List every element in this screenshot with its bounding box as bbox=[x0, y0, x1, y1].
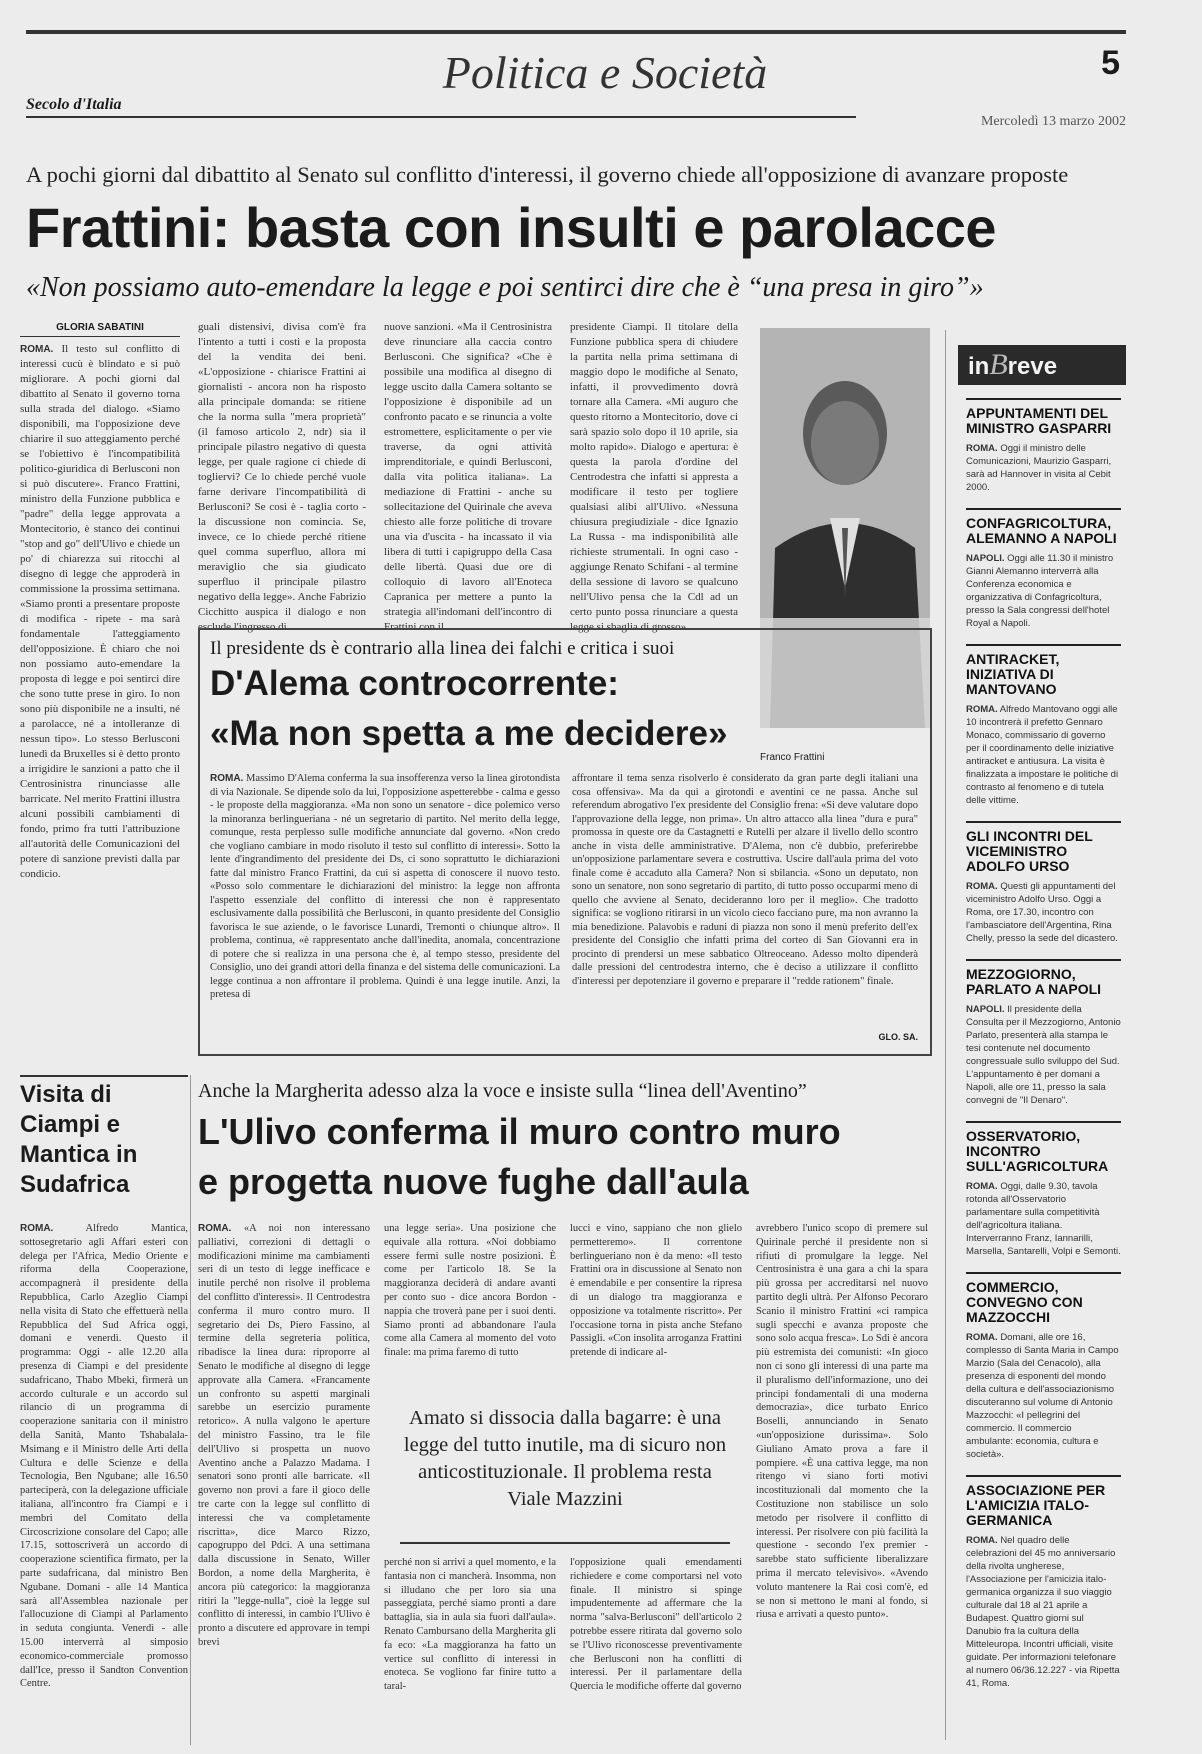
page-number: 5 bbox=[1101, 44, 1120, 82]
brief-text: Oggi, dalle 9.30, tavola rotonda all'Osservatorio parlamentare sulla competitività dell'agricoltura italiana. Interverranno Franz, Iannarilli, Marsella, Santarelli, Volpi e Semonti. bbox=[966, 1181, 1121, 1257]
inbreve-in: in bbox=[968, 353, 990, 380]
main-kicker: A pochi giorni dal dibattito al Senato sul conflitto d'interessi, il governo chiede all'opposizione di avanzare proposte bbox=[26, 162, 1069, 187]
pullquote-rule bbox=[400, 1542, 730, 1544]
brief-text: Oggi alle 11.30 il ministro Gianni Alemanno interverrà alla Conferenza economica e organizzativa di Confagricoltura, presso la Sala congressi dell'hotel Royal a Napoli. bbox=[966, 553, 1114, 629]
ulivo-headline-1: L'Ulivo conferma il muro contro muro bbox=[198, 1111, 841, 1152]
brief-text: Alfredo Mantovano oggi alle 10 incontrerà il prefetto Gennaro Monaco, commissario di governo per il coordinamento delle iniziative antiracket e antiusura. La visita è finalizzata a impostare le politiche di contrasto al fenomeno e di tutela delle vittime. bbox=[966, 704, 1119, 806]
main-column-2-text: guali distensivi, divisa com'è fra l'intento a tutti i costi e la proposta del la vendita dei beni. «L'opposizione - chiarisce Frattini ai giornalisti - ancora non ha risposto alla principale domanda: se ritiene che la norma sulla "mera proprietà" (il famoso articolo 2, ndr) sia il principale pilastro negativo di questa legge, per quale ragione ci chiede di togliervi? Ce lo chiede perché vuole farne derivare l'incompatibilità di Berlusconi? Se così è - taglia corto - la discussione non comincia. Se, invece, ce lo chiede perché ritiene quel comma superfluo, allora mi meraviglio che sia giudicato superfluo il principale pilastro negativo della legge». Anche Fabrizio Cicchitto auspica il dialogo e non esclude l'ingresso di bbox=[198, 321, 366, 633]
inbreve-header bbox=[958, 345, 1126, 385]
main-column-3-text: nuove sanzioni. «Ma il Centrosinistra deve rinunciare alla caccia contro Berlusconi. Che significa? «Che è possibile una modifica al disegno di legge uscito dalla Camera soltanto se l'opposizione è disponibile ad un confronto pacato e se rinuncia a volte estromettere, esplicitamente o per vie traverse, da ogni attività imprenditoriale, e quindi Berlusconi, dalla vita politica italiana». La mediazione di Frattini - anche su sollecitazione del Quirinale che aveva chiesto alle forze politiche di trovare una via d'uscita - ha incassato il via libera di tutti i capigruppo della Casa delle libertà. Quasi due ore di colloquio di lavoro all'Enoteca Capranica per mettere a punto la strategia all'indomani dell'incontro di Frattini con il bbox=[384, 321, 552, 633]
brief-text: Nel quadro delle celebrazioni del 45 mo anniversario della rivolta ungherese, l'Associazione per l'amicizia italo-germanica organizza il suo viaggio culturale dal 18 al 21 aprile a Budapest. Quattro giorni sul Danubio fra la cultura della Mitteleuropa. Incontri ufficiali, visite guidate. Per informazioni telefonare al numero 06/36.12.227 - via Ripetta 41, Roma. bbox=[966, 1535, 1120, 1689]
left-column-divider bbox=[190, 1075, 191, 1745]
dalema-signature: GLO. SA. bbox=[878, 1032, 918, 1042]
dalema-headline-1: D'Alema controcorrente: bbox=[210, 664, 619, 703]
dateline: ROMA. bbox=[198, 1223, 232, 1234]
ciampi-headline: Visita di Ciampi e Mantica in Sudafrica bbox=[20, 1081, 138, 1198]
ulivo-column-2b-text: perché non si arrivi a quel momento, e la fantasia non ci mancherà. Insomma, non si illudano che per loro sia una passeggiata, perché siamo pronti a dare battaglia, sia in aula sia fuori dall'aula». Renato Cambursano della Margherita gli fa eco: «La maggioranza ha fatto un vertice sul conflitto di interessi in enoteca. Se vogliono far finire tutto a taral- bbox=[384, 1557, 556, 1693]
brief-item bbox=[966, 1121, 1121, 1258]
brief-title: APPUNTAMENTI DEL MINISTRO GASPARRI bbox=[966, 405, 1112, 436]
ciampi-text: Alfredo Mantica, sottosegretario agli Affari esteri con delega per l'Africa, Medio Oriente e riforma della Cooperazione, accompagnerà il presidente della Repubblica, Carlo Azeglio Ciampi nella visita di Stato che effettuerà nella Repubblica del Sud Africa oggi, domani e venerdì. Questo il programma: Oggi - alle 12.20 alla presenza di Ciampi e del presidente sudafricano, Thabo Mbeki, firmerà un accordo culturale e un accordo sul rilancio di un programma di cooperazione sanitaria con il ministro della Sanità, Manto Tshabalala-Msimang e il Ministro delle Arti della Cultura e delle Scienze e della Tecnologia, Ben Ngubane; alle 16.50 parteciperà, con la delegazione ufficiale italiana, all'incontro fra Ciampi e i membri del Comitato della Circoscrizione consolare del Capo; alle 17.15, sottoscriverà un accordo di cooperazione scientifica firmato, per la parte sudafricana, dal ministro Ben Ngubane. Domani - alle 14 Mantica sarà all'Assemblea nazionale per l'allocuzione di Ciampi al Parlamento in seduta congiunta. Venerdì - alle 15.00 interverrà al simposio economico-commerciale promosso dall'Ice, presso il Sandton Convention Centre. bbox=[20, 1223, 189, 1690]
ulivo-column-2-text: una legge seria». Una posizione che equivale alla rottura. «Noi dobbiamo essere fermi sulle nostre posizioni. È come per l'articolo 18. Se la maggioranza deciderà di andare avanti per conto suo - dice ancora Bordon - nappia che troverà pane per i suoi denti. Siamo pronti ad abbandonare l'aula come alla Camera al momento del voto finale: ma prima faremo di tutto bbox=[384, 1223, 556, 1359]
ulivo-column-4 bbox=[756, 1222, 928, 1742]
dateline: ROMA. bbox=[20, 344, 54, 355]
main-subhead: «Non possiamo auto-emendare la legge e poi sentirci dire che è “una presa in giro”» bbox=[26, 272, 984, 303]
ulivo-column-2b bbox=[384, 1556, 556, 1742]
ulivo-kicker: Anche la Margherita adesso alza la voce e insiste sulla “linea dell'Aventino” bbox=[198, 1080, 807, 1102]
dalema-headline-2: «Ma non spetta a me decidere» bbox=[210, 714, 728, 753]
byline: GLORIA SABATINI bbox=[56, 322, 144, 333]
brief-place: ROMA. bbox=[966, 1535, 998, 1546]
main-column-1-text: Il testo sul conflitto di interessi cucù è blindato e si può migliorare. A pochi giorni dal dibattito al Senato il governo torna sulla strada del dialogo. «Siamo disponibili, ma l'opposizione deve chiarire il suo atteggiamento perché se l'obiettivo è l'incompatibilità politico-giuridica di Berlusconi non si può discutere». Franco Frattini, ministro della Funzione pubblica e "padre" della legge approvata a Montecitorio, è stanco dei continui "stop and go" dell'Ulivo e chiede un po' di chiarezza sui ritocchi al disegno di legge che approderà in commissione la prossima settimana. «Siamo pronti a presentare proposte di modifica - ripete - ma sarà fondamentale l'atteggiamento dell'opposizione. È chiaro che noi non possiamo auto-emendare la proposta di legge e poi sentirci dire che sono tutte prese in giro. Io non sono più disponibile ne a insulti, né a parolacce, né a intolleranze di nessun tipo». Lo stesso Berlusconi lunedì da Bruxelles si è detto pronto a irrigidire le sanzioni a patto che il Centrosinistra rinunciasse alle barricate. Nel merito Frattini illustra alcuni possibili cambiamenti di fondo, primo fra tutti l'attribuzione all'autorità delle Comunicazioni del potere di sanzione previsti dalla par condicio. bbox=[20, 343, 180, 880]
brief-place: ROMA. bbox=[966, 1332, 998, 1343]
ulivo-column-3-text: lucci e vino, sappiano che non glielo permetteremo». Il correntone berlingueriano non è da meno: «Il testo Frattini ora in discussione al Senato non è emendabile e per consentire la ripresa di un dialogo tra maggioranza e opposizione va totalmente riscritto». Per l'occasione torna in pista anche Stefano Passigli. «Con insolita arroganza Frattini pretende di indicare al- bbox=[570, 1223, 742, 1359]
inbreve-b: B bbox=[989, 348, 1008, 381]
dateline: ROMA. bbox=[210, 773, 244, 784]
main-column-4-text: presidente Ciampi. Il titolare della Funzione pubblica spera di chiudere la partita nella prima settimana di maggio dopo le modifiche al Senato, infatti, il provvedimento dovrà tornare alla Camera. «Mi auguro che questo ritorno a Montecitorio, dove ci sarà spazio solo dopo il 10 aprile, sia molto rapido». Dialogo e apertura: è questa la parola d'ordine del Centrodestra che infatti si appresta a modificare il testo per togliere qualsiasi alibi all'Ulivo. «Nessuna chiusura pregiudiziale - dice Ignazio La Russa - ma indisponibilità alle richieste strumentali. In ogni caso - aggiunge Renato Schifani - al termine della sessione di lavoro se qualcuno nell'Ulivo pensa che la Cdl ad un certo punto possa rinunciare a questa legge si sbaglia di grosso». bbox=[570, 321, 738, 633]
brief-item bbox=[966, 644, 1121, 807]
sidebar-divider bbox=[945, 330, 946, 1740]
main-column-2 bbox=[198, 320, 366, 633]
ulivo-column-4-text: avrebbero l'unico scopo di premere sul Quirinale perché il presidente non si rifiuti di promulgare la legge. Nel Centrosinistra è una gara a chi la spara più grossa per accreditarsi nel nuovo partito degli ultrà. Per Alfonso Pecoraro Scanio il ministro Frattini «ci rampica sugli specchi e avanza proposte che sono solo acqua fresca». Lo Sdi è ancora più estremista dei comunisti: «In gioco non ci sono gli interessi di una parte ma il pluralismo dell'informazione, uno dei principi fondamentali di una moderna democrazia», dice turbato Enrico Boselli, annunciando in Senato «un'opposizione durissima». Solo Giuliano Amato prova a fare il pompiere. «È una cattiva legge, ma non ritengo vi siano forti motivi incostituzionali dal momento che la Costituzione non stabilisce un solo metodo per risolvere il conflitto di interessi. Per risolvere con più facilità la questione - secondo l'ex premier - sarebbe stato sufficiente liberalizzare prima il mercato televisivo». «Avendo voluto mantenere la Rai così com'è, ed se non si mettono le mani al fondo, si riusa e arrivati a questo punto». bbox=[756, 1223, 928, 1621]
pullquote: Amato si dissocia dalla bagarre: è una legge del tutto inutile, ma di sicuro non anticostituzionale. Il problema resta Viale Mazzini bbox=[403, 1407, 727, 1510]
brief-item bbox=[966, 508, 1121, 630]
brief-title: OSSERVATORIO, INCONTRO SULL'AGRICOLTURA bbox=[966, 1128, 1109, 1174]
inbreve-list bbox=[966, 398, 1121, 1748]
brief-place: ROMA. bbox=[966, 1181, 998, 1192]
ciampi-column bbox=[20, 1222, 188, 1742]
dalema-column-1 bbox=[210, 772, 560, 1044]
dalema-kicker: Il presidente ds è contrario alla linea dei falchi e critica i suoi bbox=[210, 638, 675, 659]
dalema-column-1-text: Massimo D'Alema conferma la sua insofferenza verso la linea girotondista di via Nazionale. Se dipende solo da lui, l'opposizione aspetterebbe - calma e gesso - le proposte della maggioranza. «Ma non sono un senatore - dice polemico verso la minoranza berlingueriana - né un segretario di partito. Nel merito della legge, comunque, resta perplesso sulle modifiche annunciate dal governo. «Non credo che vogliano cambiare in modo risoluto il testo sul conflitto di interessi». Sotto la lente d'ingrandimento del presidente dei Ds, ci sono soprattutto le dichiarazioni fatte dal ministro Franco Frattini, da cui si aspetta di conoscere il nuovo testo. «Posso solo commentare le dichiarazioni del ministro: la legge non affronta l'aspetto essenziale del conflitto di interessi che non è rappresentato esclusivamente dalla possibilità che Berlusconi, in quanto presidente del Consiglio favorisca le sue aziende, o le favorisce Lunardi, Tremonti o chiunque altro». Il problema, continua, «è rappresentato anche dall'inedita, anomala, concentrazione di potere che si realizza in una persona che è, al tempo stesso, presidente del Consiglio, uno dei grandi attori della finanza e del sistema delle comunicazioni. La legge continua a non affrontare il problema. Quindi è una legge inutile. Anzi, la pretesa di bbox=[210, 773, 561, 1000]
brief-item bbox=[966, 1272, 1121, 1461]
brief-item bbox=[966, 959, 1121, 1107]
brief-item bbox=[966, 1475, 1121, 1690]
brief-place: ROMA. bbox=[966, 881, 998, 892]
brief-title: GLI INCONTRI DEL VICEMINISTRO ADOLFO URSO bbox=[966, 828, 1093, 874]
photo-caption: Franco Frattini bbox=[760, 752, 825, 763]
ulivo-column-3b bbox=[570, 1556, 742, 1742]
ulivo-column-3 bbox=[570, 1222, 742, 1382]
brief-place: NAPOLI. bbox=[966, 553, 1005, 564]
brief-text: Domani, alle ore 16, complesso di Santa Maria in Campo Marzio (Sala del Cenacolo), alla presenza di esponenti del mondo della cultura e dell'associazionismo discuteranno sul volume di Antonio Mazzocchi: «I pellegrini del commercio. Il commercio ambulante: economia, cultura e società». bbox=[966, 1332, 1119, 1460]
brief-item bbox=[966, 398, 1121, 494]
brief-item bbox=[966, 821, 1121, 945]
main-headline: Frattini: basta con insulti e parolacce bbox=[26, 196, 997, 259]
inbreve-rest: reve bbox=[1007, 353, 1058, 380]
main-column-4 bbox=[570, 320, 738, 633]
section-title: Politica e Società bbox=[442, 47, 768, 98]
dateline: ROMA. bbox=[20, 1223, 54, 1234]
ulivo-column-2 bbox=[384, 1222, 556, 1382]
brief-title: COMMERCIO, CONVEGNO CON MAZZOCCHI bbox=[966, 1279, 1083, 1325]
brief-title: CONFAGRICOLTURA, ALEMANNO A NAPOLI bbox=[966, 515, 1117, 546]
main-column-3 bbox=[384, 320, 552, 633]
issue-date: Mercoledì 13 marzo 2002 bbox=[980, 114, 1126, 129]
brief-place: ROMA. bbox=[966, 443, 998, 454]
brief-place: NAPOLI. bbox=[966, 1004, 1005, 1015]
masthead-bottom-rule bbox=[26, 116, 856, 118]
ulivo-column-1 bbox=[198, 1222, 370, 1742]
masthead-top-rule bbox=[26, 30, 1126, 34]
brief-place: ROMA. bbox=[966, 704, 998, 715]
brief-title: ASSOCIAZIONE PER L'AMICIZIA ITALO-GERMANICA bbox=[966, 1482, 1106, 1528]
ulivo-headline-2: e progetta nuove fughe dall'aula bbox=[198, 1161, 749, 1202]
dalema-column-2 bbox=[572, 772, 918, 1028]
main-column-1 bbox=[20, 342, 180, 1087]
ulivo-column-3b-text: l'opposizione quali emendamenti richiedere e come comportarsi nel voto finale. Il ministro si spinge impudentemente ad affermare che la norma "salva-Berlusconi" dell'articolo 2 potrebbe essere ritirata dal governo solo se l'Ulivo riconoscesse preventivamente che Berlusconi non ha conflitti di interessi. Per il parlamentare della Quercia le modifiche offerte dal governo bbox=[570, 1557, 742, 1693]
brief-title: ANTIRACKET, INIZIATIVA DI MANTOVANO bbox=[966, 651, 1060, 697]
brief-text: Il presidente della Consulta per il Mezzogiorno, Antonio Parlato, presenterà alla stampa le tesi contenute nel documento congressuale sullo sviluppo del Sud. L'appuntamento è per domani a Napoli, alle ore 11, presso la sala convegni de "Il Denaro". bbox=[966, 1004, 1121, 1106]
paper-name: Secolo d'Italia bbox=[26, 96, 122, 113]
ulivo-column-1-text: «A noi non interessano palliativi, correzioni di dettagli o modificazioni minime ma cambiamenti seri di un testo di legge inefficace e inutile perché non risolve il problema del conflitto d'interessi». Il Centrodestra conferma il muro contro muro. Il segretario dei Ds, Piero Fassino, al termine della segreteria politica, ribadisce la linea dura: riproporre al Senato le modifiche al disegno di legge approvate alla Camera. «Francamente un confronto su aspetti marginali sarebbe un esercizio puramente retorico». A nulla valgono le aperture del ministro Fassino, tra le file dell'Ulivo si prospetta un nuovo Aventino anche a Palazzo Madama. I senatori sono pronti alle barricate. «Il governo non provi a fare il gioco delle tre carte con la legge sul conflitto di interessi che va completamente riscritta», dice Marco Rizzo, capogruppo del Pdci. A una settimana dalla discussione in Senato, Willer Bordon, a nome della Margherita, è ancora più categorico: la maggioranza ritiri la "legge-nulla", cioè la legge sul conflitto di interessi, in cambio l'Ulivo è pronto a discutere ed approvare in tempi brevi bbox=[198, 1223, 370, 1648]
ciampi-top-rule bbox=[20, 1075, 188, 1077]
brief-text: Questi gli appuntamenti del viceministro Adolfo Urso. Oggi a Roma, ore 17.30, incontro con l'ambasciatore dell'Argentina, Rina Chelly, presso la sede del dicastero. bbox=[966, 881, 1118, 944]
brief-title: MEZZOGIORNO, PARLATO A NAPOLI bbox=[966, 966, 1102, 997]
brief-text: Oggi il ministro delle Comunicazioni, Maurizio Gasparri, sarà ad Hannover in visita al Cebit 2000. bbox=[966, 443, 1112, 493]
dalema-column-2-text: affrontare il tema senza risolverlo è considerato da gran parte degli italiani una cosa offensiva». Ma da qui a girotondi e aventini ce ne passa. Anche sul referendum abrogativo l'ex presidente del Consiglio frena: «Si deve valutare dopo l'approvazione della legge, non prima». Un altro attacco alla linea "dura e pura" promossa in queste ore da Castagnetti e Rutelli per alzare il livello dello scontro anche in vista delle amministrative. D'Alema, non c'è dubbio, preferirebbe un'opposizione parlamentare severa e costruttiva. Uscire dall'aula prima del voto finale come è accaduto alla Camera? Non si sbilancia. «Sono un deputato, non sono un senatore, non sono segretario di partito, di tutto posso occuparmi meno di quello che avviene al Senato, decideranno loro per il meglio». Che tradotto significa: se vogliono ritirarsi in un vicolo cieco facciano pure, ma non avranno la mia benedizione. Palavobis e raduni di piazza non sono il menù preferito dell'ex presidente del Consiglio che infatti prima del corteo di San Giovanni era in procinto di prendersi un mese sabbatico Oltreoceano. Adesso molto dipenderà dalle pressioni del centrodestra interno, che è deciso a utilizzare il conflitto d'interessi per depotenziare il governo e preparare il "redde rationem" finale. bbox=[572, 773, 918, 987]
byline-rule bbox=[20, 336, 180, 337]
